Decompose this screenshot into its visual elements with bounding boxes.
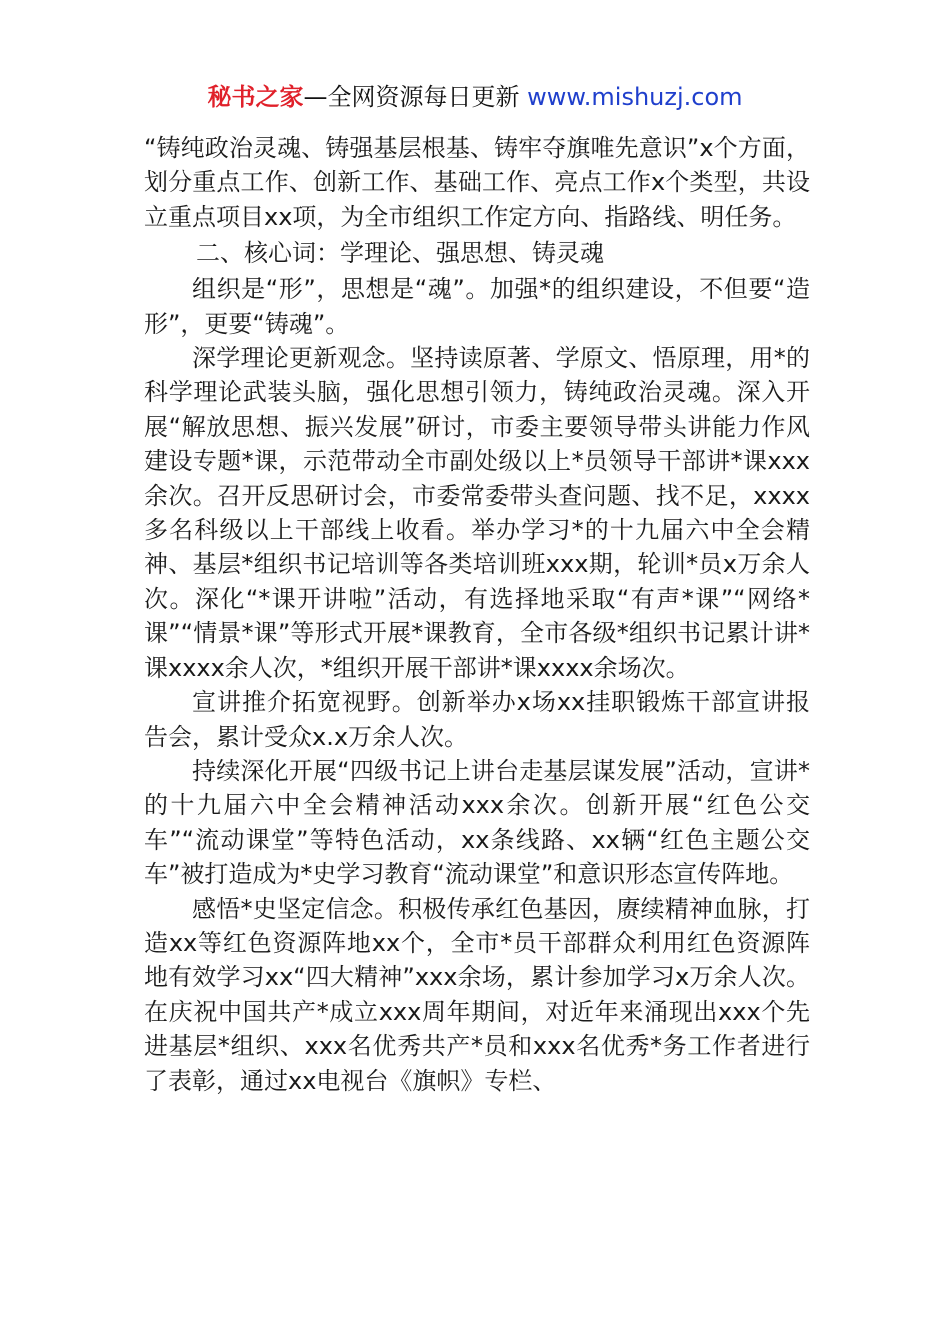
paragraph: 宣讲推介拓宽视野。创新举办x场xx挂职锻炼干部宣讲报告会，累计受众x.x万余人次。 [144, 688, 810, 751]
paragraph: 组织是“形”，思想是“魂”。加强*的组织建设，不但要“造形”，更要“铸魂”。 [144, 275, 810, 338]
site-url[interactable]: www.mishuzj.com [527, 83, 743, 111]
banner-tagline: —全网资源每日更新 [303, 83, 520, 111]
paragraph-continuation: “铸纯政治灵魂、铸强基层根基、铸牢夺旗唯先意识”x个方面，划分重点工作、创新工作、基础工作、亮点工作x个类型，共设立重点项目xx项，为全市组织工作定方向、指路线、明任务。 [144, 134, 810, 231]
site-banner [0, 80, 950, 114]
section-heading: 二、核心词：学理论、强思想、铸灵魂 [196, 239, 604, 268]
document-body [144, 131, 810, 1098]
paragraph: 感悟*史坚定信念。积极传承红色基因，赓续精神血脉，打造xx等红色资源阵地xx个，全市*员干部群众利用红色资源阵地有效学习xx“四大精神”xxx余场，累计参加学习x万余人次。在庆祝中国共产*成立xxx周年期间，对近年来涌现出xxx个先进基层*组织、xxx名优秀共产*员和xxx名优秀*务工作者进行了表彰，通过xx电视台《旗帜》专栏、 [144, 894, 810, 1095]
paragraph: 持续深化开展“四级书记上讲台走基层谋发展”活动，宣讲*的十九届六中全会精神活动xxx余次。创新开展“红色公交车”“流动课堂”等特色活动，xx条线路、xx辆“红色主题公交车”被打造成为*史学习教育“流动课堂”和意识形态宣传阵地。 [144, 756, 810, 889]
brand-name: 秘书之家 [207, 83, 304, 111]
paragraph: 深学理论更新观念。坚持读原著、学原文、悟原理，用*的科学理论武装头脑，强化思想引领力，铸纯政治灵魂。深入开展“解放思想、振兴发展”研讨，市委主要领导带头讲能力作风建设专题*课，示范带动全市副处级以上*员领导干部讲*课xxx余次。召开反思研讨会，市委常委带头查问题、找不足，xxxx多名科级以上干部线上收看。举办学习*的十九届六中全会精神、基层*组织书记培训等各类培训班xxx期，轮训*员x万余人次。深化“*课开讲啦”活动，有选择地采取“有声*课”“网络*课”“情景*课”等形式开展*课教育，全市各级*组织书记累计讲*课xxxx余人次，*组织开展干部讲*课xxxx余场次。 [144, 344, 810, 682]
